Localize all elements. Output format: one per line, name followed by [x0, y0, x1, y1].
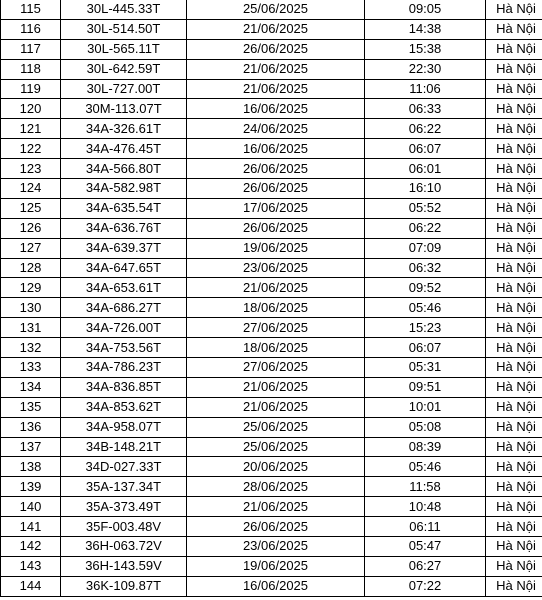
time-cell: 06:27	[365, 556, 486, 576]
row-number-cell: 144	[1, 576, 61, 596]
row-number-cell: 143	[1, 556, 61, 576]
row-number-cell: 119	[1, 79, 61, 99]
license-plate-cell: 34A-566.80T	[61, 159, 187, 179]
table-row	[1, 318, 542, 338]
row-number-cell: 133	[1, 358, 61, 378]
time-cell: 06:22	[365, 119, 486, 139]
date-cell: 26/06/2025	[187, 517, 365, 537]
row-number-cell: 132	[1, 338, 61, 358]
time-cell: 14:38	[365, 19, 486, 39]
city-cell: Hà Nội	[486, 576, 542, 596]
row-number-cell: 126	[1, 218, 61, 238]
row-number-cell: 139	[1, 477, 61, 497]
city-cell: Hà Nội	[486, 358, 542, 378]
license-plate-cell: 30L-642.59T	[61, 59, 187, 79]
date-cell: 16/06/2025	[187, 99, 365, 119]
table-row	[1, 278, 542, 298]
table-row	[1, 198, 542, 218]
city-cell: Hà Nội	[486, 318, 542, 338]
time-cell: 06:32	[365, 258, 486, 278]
table-row	[1, 537, 542, 557]
table-row	[1, 437, 542, 457]
date-cell: 26/06/2025	[187, 39, 365, 59]
city-cell: Hà Nội	[486, 517, 542, 537]
time-cell: 05:08	[365, 417, 486, 437]
city-cell: Hà Nội	[486, 397, 542, 417]
city-cell: Hà Nội	[486, 298, 542, 318]
city-cell: Hà Nội	[486, 556, 542, 576]
row-number-cell: 128	[1, 258, 61, 278]
row-number-cell: 121	[1, 119, 61, 139]
date-cell: 21/06/2025	[187, 79, 365, 99]
time-cell: 05:47	[365, 537, 486, 557]
table-row	[1, 338, 542, 358]
city-cell: Hà Nội	[486, 139, 542, 159]
city-cell: Hà Nội	[486, 278, 542, 298]
license-plate-cell: 34A-636.76T	[61, 218, 187, 238]
city-cell: Hà Nội	[486, 457, 542, 477]
table-row	[1, 79, 542, 99]
time-cell: 10:48	[365, 497, 486, 517]
table-row	[1, 99, 542, 119]
license-plate-cell: 36K-109.87T	[61, 576, 187, 596]
row-number-cell: 137	[1, 437, 61, 457]
table-row	[1, 258, 542, 278]
city-cell: Hà Nội	[486, 179, 542, 199]
city-cell: Hà Nội	[486, 477, 542, 497]
time-cell: 06:33	[365, 99, 486, 119]
time-cell: 09:05	[365, 0, 486, 19]
row-number-cell: 122	[1, 139, 61, 159]
table-row	[1, 457, 542, 477]
date-cell: 25/06/2025	[187, 0, 365, 19]
table-row	[1, 517, 542, 537]
time-cell: 22:30	[365, 59, 486, 79]
license-plate-cell: 34A-639.37T	[61, 238, 187, 258]
time-cell: 15:23	[365, 318, 486, 338]
date-cell: 21/06/2025	[187, 397, 365, 417]
time-cell: 06:11	[365, 517, 486, 537]
date-cell: 26/06/2025	[187, 218, 365, 238]
time-cell: 07:22	[365, 576, 486, 596]
table-row	[1, 59, 542, 79]
date-cell: 27/06/2025	[187, 358, 365, 378]
city-cell: Hà Nội	[486, 198, 542, 218]
row-number-cell: 125	[1, 198, 61, 218]
table-row	[1, 119, 542, 139]
time-cell: 11:06	[365, 79, 486, 99]
license-plate-cell: 30M-113.07T	[61, 99, 187, 119]
row-number-cell: 116	[1, 19, 61, 39]
date-cell: 16/06/2025	[187, 576, 365, 596]
table-row	[1, 238, 542, 258]
date-cell: 24/06/2025	[187, 119, 365, 139]
time-cell: 11:58	[365, 477, 486, 497]
license-plate-cell: 36H-143.59V	[61, 556, 187, 576]
city-cell: Hà Nội	[486, 417, 542, 437]
date-cell: 21/06/2025	[187, 278, 365, 298]
row-number-cell: 141	[1, 517, 61, 537]
license-plate-cell: 34A-958.07T	[61, 417, 187, 437]
date-cell: 21/06/2025	[187, 497, 365, 517]
row-number-cell: 124	[1, 179, 61, 199]
row-number-cell: 117	[1, 39, 61, 59]
date-cell: 23/06/2025	[187, 258, 365, 278]
license-plate-cell: 36H-063.72V	[61, 537, 187, 557]
time-cell: 05:46	[365, 298, 486, 318]
date-cell: 16/06/2025	[187, 139, 365, 159]
license-plate-cell: 30L-445.33T	[61, 0, 187, 19]
time-cell: 05:46	[365, 457, 486, 477]
row-number-cell: 135	[1, 397, 61, 417]
city-cell: Hà Nội	[486, 79, 542, 99]
row-number-cell: 140	[1, 497, 61, 517]
date-cell: 26/06/2025	[187, 159, 365, 179]
time-cell: 16:10	[365, 179, 486, 199]
date-cell: 21/06/2025	[187, 377, 365, 397]
license-plate-cell: 34A-647.65T	[61, 258, 187, 278]
row-number-cell: 131	[1, 318, 61, 338]
city-cell: Hà Nội	[486, 59, 542, 79]
city-cell: Hà Nội	[486, 437, 542, 457]
table-row	[1, 179, 542, 199]
table-row	[1, 159, 542, 179]
license-plate-cell: 34A-635.54T	[61, 198, 187, 218]
date-cell: 25/06/2025	[187, 417, 365, 437]
table-row	[1, 39, 542, 59]
time-cell: 08:39	[365, 437, 486, 457]
city-cell: Hà Nội	[486, 218, 542, 238]
city-cell: Hà Nội	[486, 238, 542, 258]
time-cell: 06:22	[365, 218, 486, 238]
city-cell: Hà Nội	[486, 159, 542, 179]
license-plate-cell: 34A-326.61T	[61, 119, 187, 139]
time-cell: 06:07	[365, 338, 486, 358]
license-plate-cell: 34A-853.62T	[61, 397, 187, 417]
date-cell: 28/06/2025	[187, 477, 365, 497]
license-plate-cell: 35A-373.49T	[61, 497, 187, 517]
table-row	[1, 298, 542, 318]
time-cell: 09:51	[365, 377, 486, 397]
table-row	[1, 139, 542, 159]
date-cell: 18/06/2025	[187, 298, 365, 318]
city-cell: Hà Nội	[486, 0, 542, 19]
time-cell: 06:07	[365, 139, 486, 159]
table-row	[1, 377, 542, 397]
date-cell: 23/06/2025	[187, 537, 365, 557]
city-cell: Hà Nội	[486, 537, 542, 557]
date-cell: 21/06/2025	[187, 59, 365, 79]
row-number-cell: 123	[1, 159, 61, 179]
license-plate-cell: 34A-476.45T	[61, 139, 187, 159]
license-plate-cell: 30L-565.11T	[61, 39, 187, 59]
time-cell: 09:52	[365, 278, 486, 298]
date-cell: 21/06/2025	[187, 19, 365, 39]
table-row	[1, 497, 542, 517]
row-number-cell: 134	[1, 377, 61, 397]
date-cell: 18/06/2025	[187, 338, 365, 358]
table-row	[1, 556, 542, 576]
table-row	[1, 218, 542, 238]
date-cell: 20/06/2025	[187, 457, 365, 477]
date-cell: 19/06/2025	[187, 238, 365, 258]
time-cell: 07:09	[365, 238, 486, 258]
license-plate-cell: 35F-003.48V	[61, 517, 187, 537]
license-plate-cell: 34A-653.61T	[61, 278, 187, 298]
license-plate-cell: 34A-582.98T	[61, 179, 187, 199]
row-number-cell: 118	[1, 59, 61, 79]
license-plate-cell: 34A-753.56T	[61, 338, 187, 358]
table-row	[1, 19, 542, 39]
city-cell: Hà Nội	[486, 119, 542, 139]
row-number-cell: 142	[1, 537, 61, 557]
table-row	[1, 358, 542, 378]
time-cell: 15:38	[365, 39, 486, 59]
table-row	[1, 0, 542, 19]
time-cell: 05:31	[365, 358, 486, 378]
row-number-cell: 130	[1, 298, 61, 318]
license-plate-cell: 34A-836.85T	[61, 377, 187, 397]
row-number-cell: 127	[1, 238, 61, 258]
city-cell: Hà Nội	[486, 258, 542, 278]
city-cell: Hà Nội	[486, 19, 542, 39]
row-number-cell: 115	[1, 0, 61, 19]
table-row	[1, 417, 542, 437]
date-cell: 26/06/2025	[187, 179, 365, 199]
row-number-cell: 120	[1, 99, 61, 119]
date-cell: 19/06/2025	[187, 556, 365, 576]
license-plate-cell: 35A-137.34T	[61, 477, 187, 497]
row-number-cell: 136	[1, 417, 61, 437]
city-cell: Hà Nội	[486, 39, 542, 59]
time-cell: 10:01	[365, 397, 486, 417]
city-cell: Hà Nội	[486, 497, 542, 517]
city-cell: Hà Nội	[486, 99, 542, 119]
row-number-cell: 129	[1, 278, 61, 298]
date-cell: 17/06/2025	[187, 198, 365, 218]
table-row	[1, 477, 542, 497]
time-cell: 05:52	[365, 198, 486, 218]
time-cell: 06:01	[365, 159, 486, 179]
city-cell: Hà Nội	[486, 338, 542, 358]
city-cell: Hà Nội	[486, 377, 542, 397]
license-plate-cell: 34A-726.00T	[61, 318, 187, 338]
license-plate-cell: 34B-148.21T	[61, 437, 187, 457]
violations-table-body	[1, 0, 542, 596]
license-plate-cell: 30L-727.00T	[61, 79, 187, 99]
license-plate-cell: 34D-027.33T	[61, 457, 187, 477]
license-plate-cell: 34A-686.27T	[61, 298, 187, 318]
license-plate-cell: 34A-786.23T	[61, 358, 187, 378]
date-cell: 27/06/2025	[187, 318, 365, 338]
license-plate-cell: 30L-514.50T	[61, 19, 187, 39]
table-row	[1, 576, 542, 596]
row-number-cell: 138	[1, 457, 61, 477]
date-cell: 25/06/2025	[187, 437, 365, 457]
table-row	[1, 397, 542, 417]
